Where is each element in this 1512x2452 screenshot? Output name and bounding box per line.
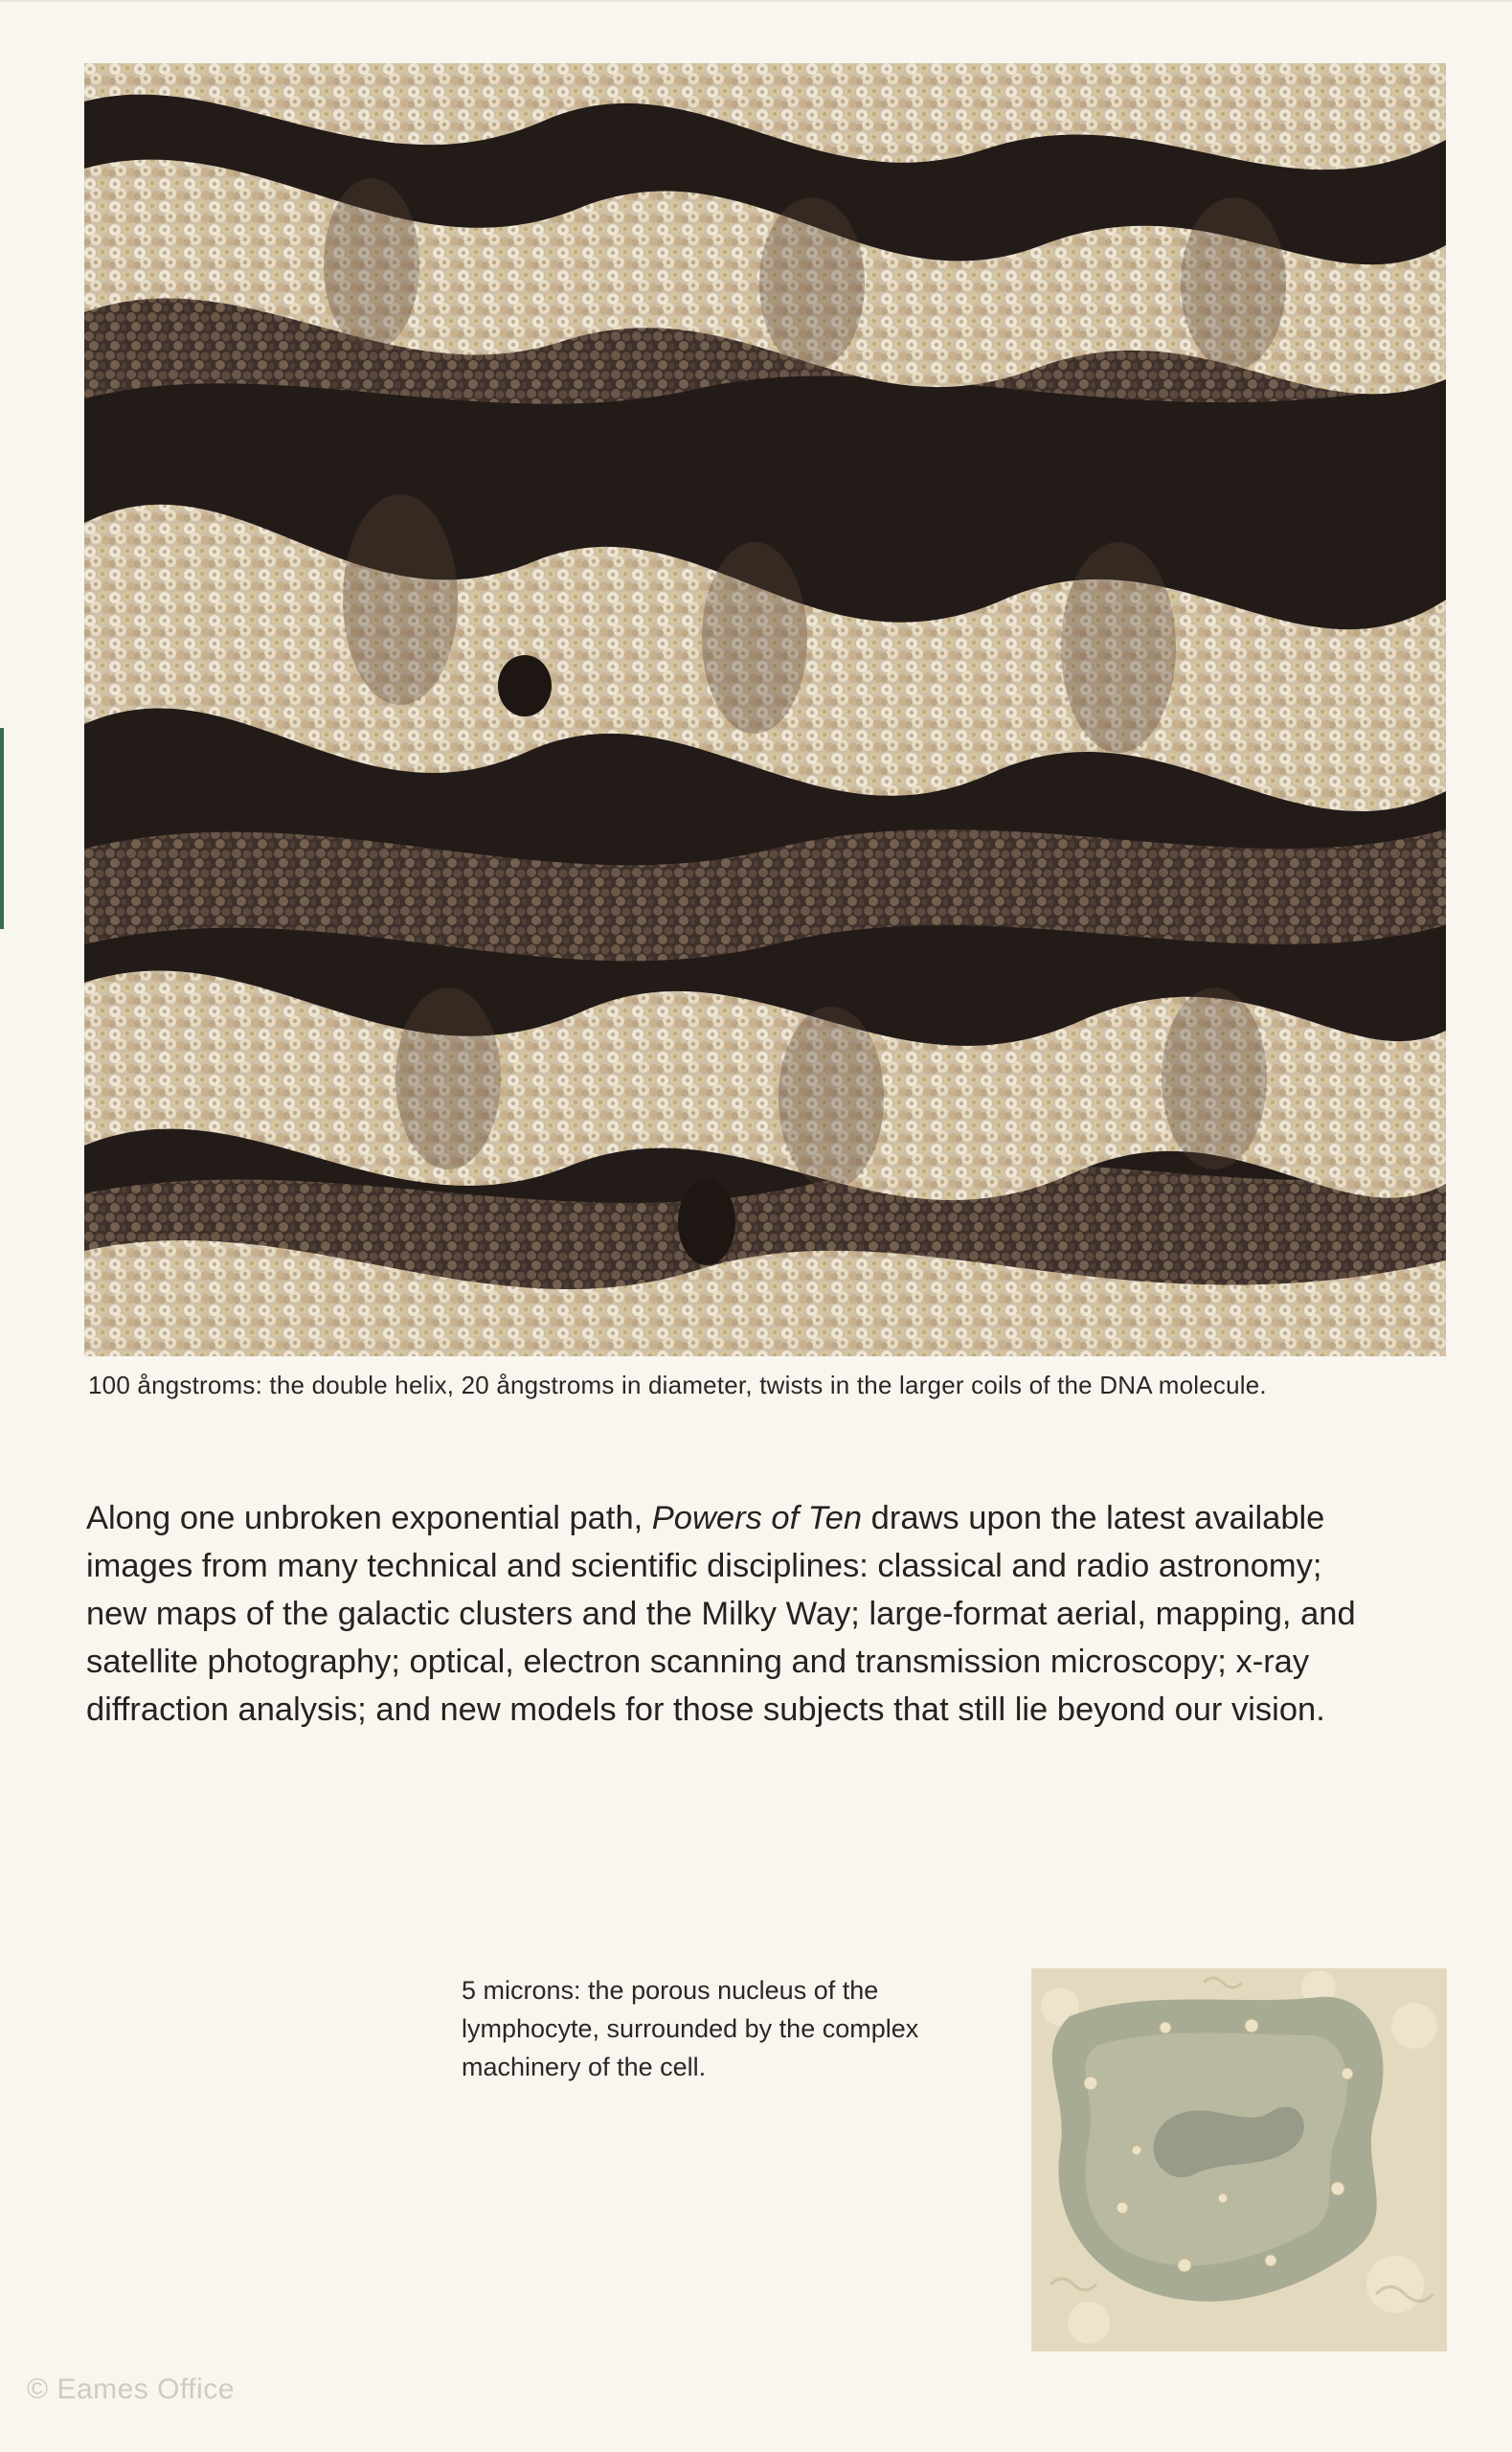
cell-caption-line-1: 5 microns: the porous nucleus of the — [462, 1976, 879, 2005]
cell-figure-caption — [462, 1971, 998, 2086]
body-paragraph — [86, 1494, 1465, 1734]
binding-margin-mark — [0, 728, 4, 929]
body-line-5: diffraction analysis; and new models for those subjects that still lie beyond our vision. — [86, 1691, 1325, 1728]
dna-figure-caption: 100 ångstroms: the double helix, 20 ångstroms in diameter, twists in the larger coils of the DNA molecule. — [88, 1371, 1267, 1399]
cell-caption-line-3: machinery of the cell. — [462, 2053, 707, 2081]
body-line-1-start: Along one unbroken exponential path, — [86, 1500, 652, 1536]
body-line-2: images from many technical and scientific disciplines: classical and radio astronomy; — [86, 1548, 1322, 1584]
dna-double-helix-illustration — [84, 63, 1446, 1356]
body-line-4: satellite photography; optical, electron scanning and transmission microscopy; x-ray — [86, 1644, 1310, 1680]
cell-caption-line-2: lymphocyte, surrounded by the complex — [462, 2014, 919, 2043]
page-top-edge — [0, 0, 1512, 2]
lymphocyte-nucleus-illustration — [1031, 1968, 1447, 2351]
body-line-1-end: draws upon the latest available — [862, 1500, 1325, 1536]
body-line-1 — [86, 1494, 1465, 1542]
copyright-watermark: © Eames Office — [27, 2373, 235, 2405]
film-title: Powers of Ten — [651, 1500, 863, 1536]
body-line-3: new maps of the galactic clusters and the Milky Way; large-format aerial, mapping, and — [86, 1596, 1356, 1632]
